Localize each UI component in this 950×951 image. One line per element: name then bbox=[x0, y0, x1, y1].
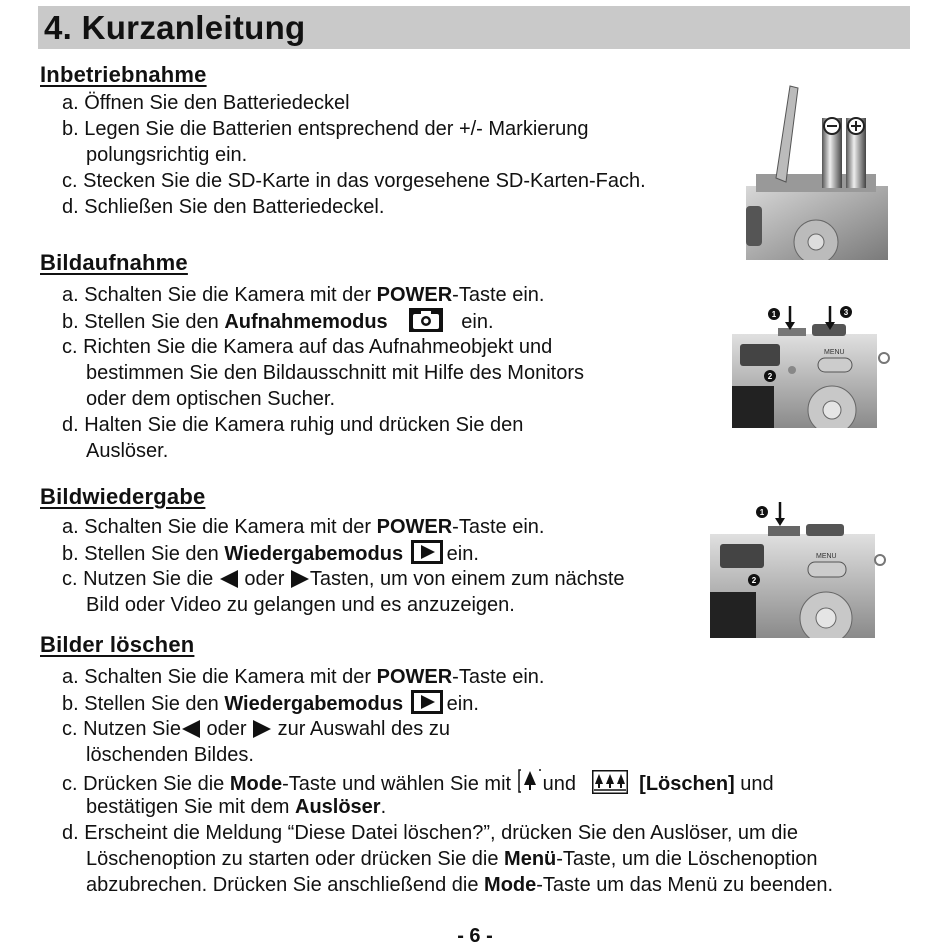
step-line: a. Schalten Sie die Kamera mit der POWER-Taste ein. bbox=[62, 284, 545, 306]
right-arrow-icon bbox=[252, 719, 272, 746]
step-line: abzubrechen. Drücken Sie anschließend die Mode-Taste um das Menü zu beenden. bbox=[86, 874, 834, 896]
battery-photo bbox=[746, 82, 888, 260]
svg-text:2: 2 bbox=[751, 576, 757, 585]
step-line: c. Richten Sie die Kamera auf das Aufnahmeobjekt und bbox=[62, 336, 553, 358]
svg-text:3: 3 bbox=[843, 308, 849, 317]
step-line: a. Öffnen Sie den Batteriedeckel bbox=[62, 92, 350, 114]
step-line: d. Schließen Sie den Batteriedeckel. bbox=[62, 196, 385, 218]
step-line: a. Schalten Sie die Kamera mit der POWER-Taste ein. bbox=[62, 516, 545, 538]
svg-text:MENU: MENU bbox=[816, 553, 837, 560]
step-line: bestimmen Sie den Bildausschnitt mit Hilfe des Monitors bbox=[86, 362, 584, 384]
step-line: b. Stellen Sie den Wiedergabemodus ein. bbox=[62, 690, 479, 721]
step-line: polungsrichtig ein. bbox=[86, 144, 248, 166]
step-line: c. Nutzen Sie die oder Tasten, um von einem zum nächste bbox=[62, 566, 625, 596]
heading-bildaufnahme: Bildaufnahme bbox=[40, 250, 188, 275]
svg-text:2: 2 bbox=[767, 372, 773, 381]
step-line: b. Stellen Sie den Aufnahmemodus ein. bbox=[62, 308, 494, 339]
step-line: löschenden Bildes. bbox=[86, 744, 254, 766]
step-line: oder dem optischen Sucher. bbox=[86, 388, 336, 410]
chapter-title: 4. Kurzanleitung bbox=[44, 9, 306, 46]
heading-inbetriebnahme: Inbetriebnahme bbox=[40, 62, 207, 87]
step-line: d. Halten Sie die Kamera ruhig und drücken Sie den bbox=[62, 414, 524, 436]
heading-bildwiedergabe: Bildwiedergabe bbox=[40, 484, 206, 509]
svg-text:1: 1 bbox=[759, 508, 765, 517]
step-line: d. Erscheint die Meldung “Diese Datei löschen?”, drücken Sie den Auslöser, um die bbox=[62, 822, 798, 844]
step-line: c. Nutzen Sie oder zur Auswahl des zu bbox=[62, 716, 450, 746]
page-number: - 6 - bbox=[457, 925, 493, 947]
step-line: Auslöser. bbox=[86, 440, 169, 462]
step-line: c. Stecken Sie die SD-Karte in das vorgesehene SD-Karten-Fach. bbox=[62, 170, 646, 192]
step-line: Löschenoption zu starten oder drücken Sie die Menü-Taste, um die Löschenoption bbox=[86, 848, 818, 870]
step-line: Bild oder Video zu gelangen und es anzuzeigen. bbox=[86, 594, 515, 616]
step-line: bestätigen Sie mit dem Auslöser. bbox=[86, 796, 387, 818]
menu-label: MENU bbox=[824, 349, 845, 356]
chapter-title-bar bbox=[38, 6, 910, 49]
heading-bilder-loeschen: Bilder löschen bbox=[40, 632, 195, 657]
svg-text:1: 1 bbox=[771, 310, 777, 319]
camera-top-photo-1 bbox=[732, 300, 892, 428]
step-line: a. Schalten Sie die Kamera mit der POWER-Taste ein. bbox=[62, 666, 545, 688]
single-tree-icon bbox=[517, 768, 543, 801]
step-line: c. Drücken Sie die Mode-Taste und wählen Sie mit und [Löschen] und bbox=[62, 768, 774, 801]
multi-tree-icon bbox=[592, 770, 628, 801]
step-line: b. Stellen Sie den Wiedergabemodus ein. bbox=[62, 540, 479, 571]
camera-top-photo-2 bbox=[710, 498, 888, 638]
step-line: b. Legen Sie die Batterien entsprechend der +/- Markierung bbox=[62, 118, 589, 140]
